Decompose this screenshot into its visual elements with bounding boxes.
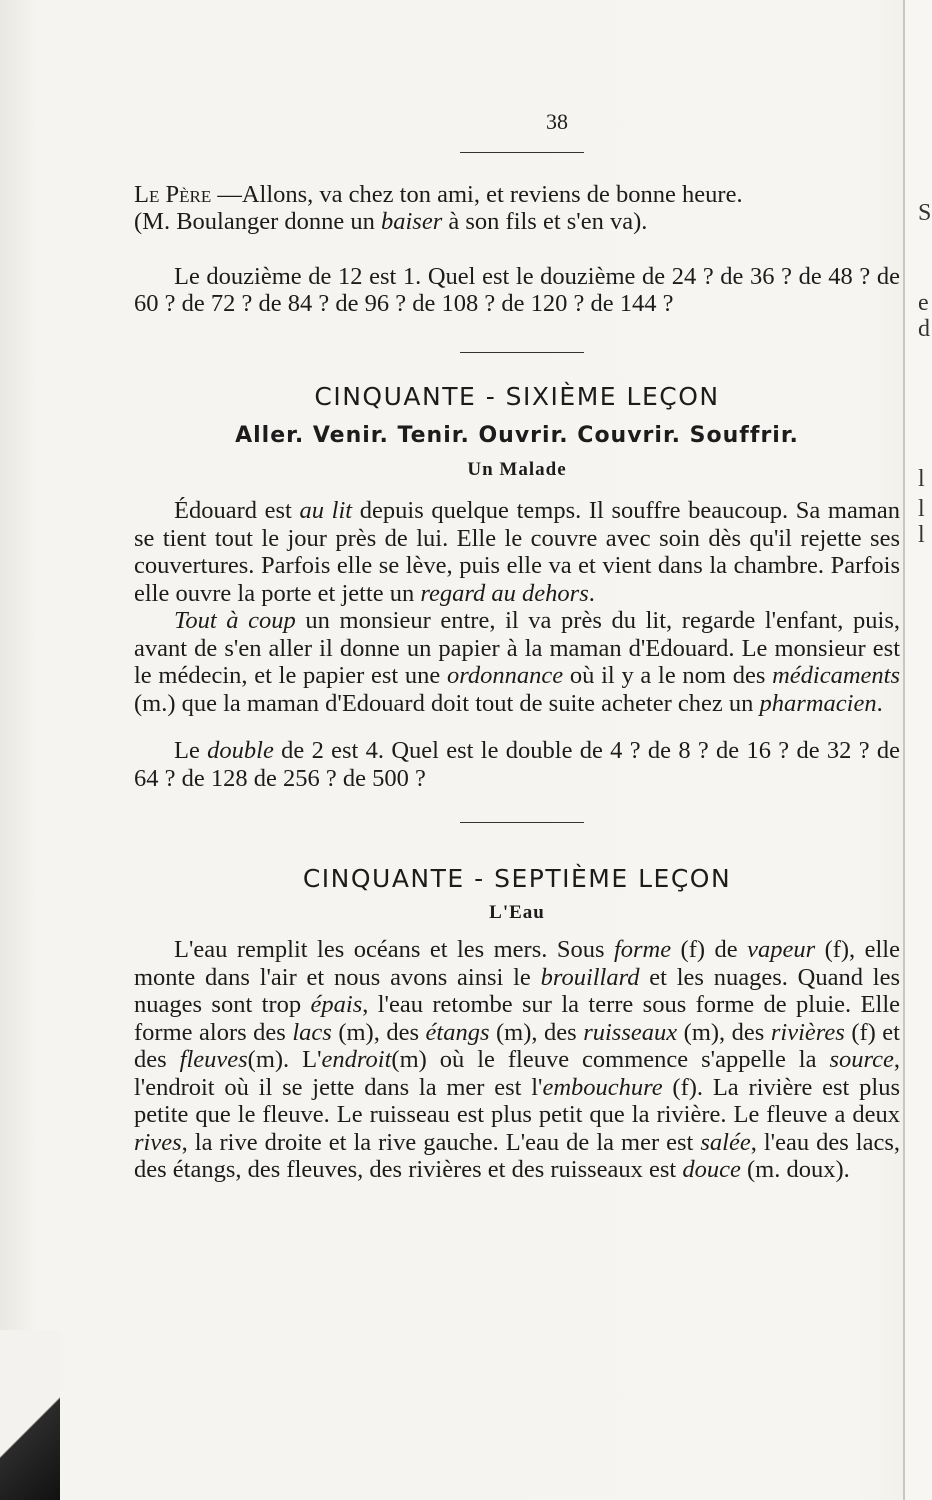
margin-letter: l	[918, 496, 925, 522]
text-run: rivières	[770, 1018, 845, 1046]
exercise-double	[134, 737, 900, 792]
page-content	[134, 108, 900, 1184]
page-number: 38	[546, 109, 568, 134]
divider	[460, 352, 584, 353]
text-run: (m). L'	[247, 1046, 322, 1073]
text-run: .	[588, 579, 595, 607]
text-run: source	[829, 1046, 894, 1073]
text-run: (f) de	[671, 936, 748, 963]
text-run: (m), des	[331, 1018, 426, 1046]
text-run: , la rive droite et la rive gauche. L'eau de la mer est	[181, 1128, 701, 1156]
margin-letter: l	[918, 466, 925, 492]
stage-direction-em: baiser	[381, 208, 443, 235]
text-run: L'eau remplit les océans et les mers. Sous	[174, 936, 614, 963]
text-run: et les nuages. Quand les nuages sont trop	[134, 963, 900, 1018]
stage-direction: (M. Boulanger donne un	[134, 208, 381, 235]
text-run: (m) où le fleuve commence s'appelle la	[391, 1046, 830, 1073]
margin-letter: e	[918, 290, 929, 316]
speaker: Le Père	[134, 180, 212, 208]
lesson-57-title: CINQUANTE - SEPTIÈME LEÇON	[302, 864, 732, 893]
lesson-56-verbs: Aller. Venir. Tenir. Ouvrir. Couvrir. Souffrir.	[235, 423, 799, 448]
text-run: regard au dehors	[420, 579, 589, 607]
lesson-56-title: CINQUANTE - SIXIÈME LEÇON	[314, 381, 720, 411]
dialogue	[134, 181, 900, 236]
text-run: , l'endroit où il se jette dans la mer est l'	[134, 1046, 900, 1101]
binding-shadow	[0, 1330, 60, 1500]
text-run: (f) et des	[134, 1018, 900, 1073]
text-run: salée	[700, 1128, 751, 1156]
story-title: L'Eau	[489, 901, 545, 923]
text-run: médicaments	[772, 662, 900, 689]
text-run: où il y a le nom des	[563, 662, 773, 689]
text-run: pharmacien	[759, 689, 877, 717]
text-run: embouchure	[542, 1073, 663, 1101]
text-run: lacs	[292, 1018, 332, 1046]
text-run: ruisseaux	[583, 1018, 678, 1046]
divider	[460, 152, 584, 153]
text-run: (m. doux).	[740, 1156, 850, 1183]
text-run: fleuves	[179, 1046, 248, 1073]
text-run: depuis quelque temps. Il souffre beaucoup. Sa maman se tient tout le jour près de lui. Elle le couvre avec soin dès qu'il rejette ses couvertures. Parfois elle se lève, puis elle va et vient dans la chambre. Parfois elle ouvre la porte et jette un	[134, 497, 901, 607]
text-run: vapeur	[747, 936, 816, 963]
text-run: (m), des	[489, 1018, 584, 1046]
text-run: (m.) que la maman d'Edouard doit tout de suite acheter chez un	[134, 689, 760, 717]
divider	[460, 822, 584, 823]
text-run: ordonnance	[447, 662, 564, 689]
text-run: endroit	[321, 1046, 392, 1073]
text-run: double	[207, 737, 274, 764]
text-run: .	[876, 689, 883, 717]
lesson-56-paragraph-2	[134, 607, 900, 717]
margin-letter: d	[918, 316, 930, 342]
stage-direction-end: à son fils et s'en va).	[442, 208, 648, 235]
text-run: forme	[613, 936, 672, 963]
text-run: Le	[174, 737, 208, 764]
text-run: étangs	[425, 1018, 490, 1046]
text-run: , l'eau des lacs, des étangs, des fleuves, des rivières et des ruisseaux est	[134, 1128, 900, 1183]
exercise-twelfth: Le douzième de 12 est 1. Quel est le douzième de 24 ? de 36 ? de 48 ? de 60 ? de 72 ? de 84 ? de 96 ? de 108 ? de 120 ? de 144 ?	[134, 262, 900, 317]
text-run: (f), elle monte dans l'air et nous avons ainsi le	[134, 936, 900, 991]
margin-letter: l	[918, 522, 925, 548]
text-run: (m), des	[677, 1018, 771, 1046]
text-run: douce	[682, 1156, 741, 1183]
text-run: Tout à coup	[174, 607, 296, 634]
text-run: (f). La rivière est plus petite que le fleuve. Le ruisseau est plus petit que la rivière. Le fleuve a deux	[134, 1073, 900, 1128]
text-run: rives	[134, 1128, 182, 1156]
text-run: brouillard	[540, 963, 640, 991]
lesson-56-paragraph-1	[134, 497, 900, 607]
text-run: un monsieur entre, il va près du lit, regarde l'enfant, puis, avant de s'en aller il donne un papier à la maman d'Edouard. Le monsieur est le médecin, et le papier est une	[134, 607, 900, 689]
text-run: de 2 est 4. Quel est le double de 4 ? de 8 ? de 16 ? de 32 ? de 64 ? de 128 de 256 ? de 500 ?	[134, 737, 900, 792]
text-run: au lit	[299, 497, 353, 524]
text-run: , l'eau retombe sur la terre sous forme de pluie. Elle forme alors des	[134, 991, 900, 1046]
margin-letter: S	[918, 200, 932, 226]
lesson-57-paragraph	[134, 936, 900, 1184]
dialogue-line: —Allons, va chez ton ami, et reviens de bonne heure.	[217, 180, 743, 208]
text-run: Édouard est	[174, 497, 300, 524]
text-run: épais	[310, 991, 363, 1018]
story-title: Un Malade	[467, 458, 567, 480]
